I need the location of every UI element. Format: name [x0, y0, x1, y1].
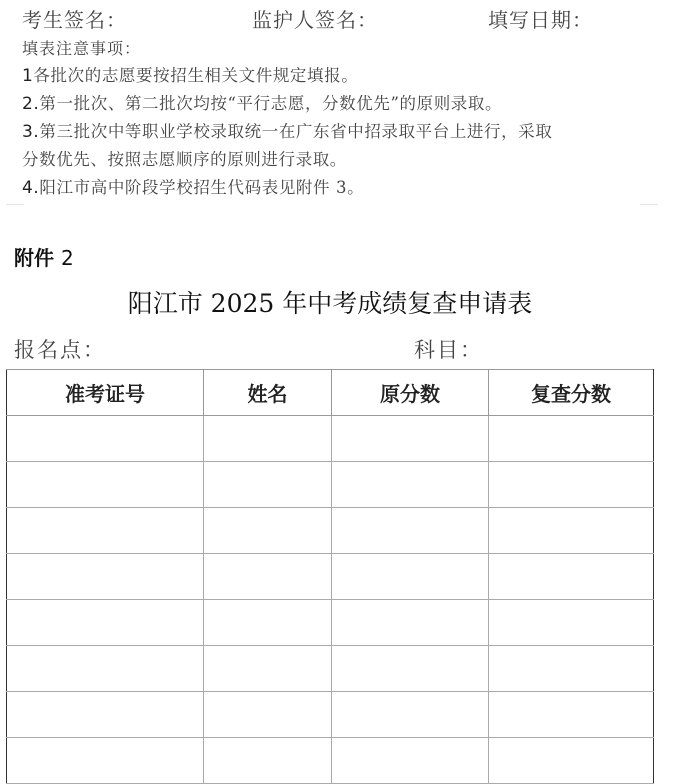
table-row [7, 646, 654, 692]
notes-title: 填表注意事项： [22, 39, 142, 58]
note-item-2 [22, 90, 502, 114]
note-text: 第一批次、第二批次均按“平行志愿，分数优先”的原则录取。 [39, 94, 503, 113]
table-cell[interactable] [332, 416, 489, 462]
table-cell[interactable] [332, 738, 489, 784]
note-text: 分数优先、按照志愿顺序的原则进行录取。 [22, 150, 347, 169]
table-row [7, 416, 654, 462]
table-cell[interactable] [7, 692, 204, 738]
table-cell[interactable] [7, 554, 204, 600]
table-cell[interactable] [204, 554, 332, 600]
fill-date-label: 填写日期： [488, 8, 593, 32]
table-cell[interactable] [332, 692, 489, 738]
table-cell[interactable] [489, 600, 654, 646]
table-row [7, 738, 654, 784]
table-cell[interactable] [489, 692, 654, 738]
column-header-exam-number: 准考证号 [7, 370, 204, 416]
table-cell[interactable] [204, 600, 332, 646]
table-cell[interactable] [204, 738, 332, 784]
table-cell[interactable] [7, 600, 204, 646]
table-cell[interactable] [332, 554, 489, 600]
page-break-mark-right [640, 204, 658, 205]
student-signature-label: 考生签名： [22, 8, 127, 32]
note-item-3 [22, 118, 552, 142]
note-item-3-continued [22, 146, 347, 170]
column-header-name: 姓名 [204, 370, 332, 416]
attachment-heading [14, 242, 74, 271]
note-number: 3. [22, 122, 40, 142]
subject-label: 科目： [414, 338, 483, 362]
table-cell[interactable] [489, 554, 654, 600]
note-text: 第三批次中等职业学校录取统一在广东省中招录取平台上进行，采取 [39, 122, 553, 141]
table-cell[interactable] [332, 600, 489, 646]
table-cell[interactable] [489, 646, 654, 692]
table-cell[interactable] [489, 416, 654, 462]
table-cell[interactable] [489, 462, 654, 508]
note-text: 各批次的志愿要按招生相关文件规定填报。 [33, 66, 359, 85]
table-cell[interactable] [489, 738, 654, 784]
table-cell[interactable] [7, 738, 204, 784]
note-item-4 [22, 174, 364, 198]
table-cell[interactable] [7, 462, 204, 508]
table-row [7, 508, 654, 554]
table-cell[interactable] [204, 646, 332, 692]
note-text: 阳江市高中阶段学校招生代码表见附件 3。 [39, 178, 365, 197]
table-cell[interactable] [204, 416, 332, 462]
guardian-signature-label: 监护人签名： [252, 8, 378, 32]
form-title: 阳江市 2025 年中考成绩复查申请表 [127, 289, 533, 318]
column-header-original-score: 原分数 [332, 370, 489, 416]
table-cell[interactable] [7, 416, 204, 462]
table-cell[interactable] [332, 508, 489, 554]
attachment-number: 2 [60, 246, 74, 270]
table-cell[interactable] [7, 646, 204, 692]
table-row [7, 554, 654, 600]
note-number: 2. [22, 94, 40, 114]
table-header-row [7, 370, 654, 416]
registration-site-label: 报名点： [14, 338, 106, 362]
table-cell[interactable] [332, 646, 489, 692]
note-number: 4. [22, 178, 40, 198]
table-row [7, 692, 654, 738]
note-number: 1 [22, 66, 34, 86]
score-review-table [6, 369, 654, 784]
attachment-label: 附件 [14, 246, 54, 270]
table-row [7, 462, 654, 508]
page-break-mark-left [6, 204, 24, 205]
table-cell[interactable] [489, 508, 654, 554]
table-cell[interactable] [7, 508, 204, 554]
table-row [7, 600, 654, 646]
table-cell[interactable] [204, 508, 332, 554]
table-cell[interactable] [332, 462, 489, 508]
column-header-review-score: 复查分数 [489, 370, 654, 416]
note-item-1 [22, 62, 358, 86]
table-cell[interactable] [204, 692, 332, 738]
table-cell[interactable] [204, 462, 332, 508]
